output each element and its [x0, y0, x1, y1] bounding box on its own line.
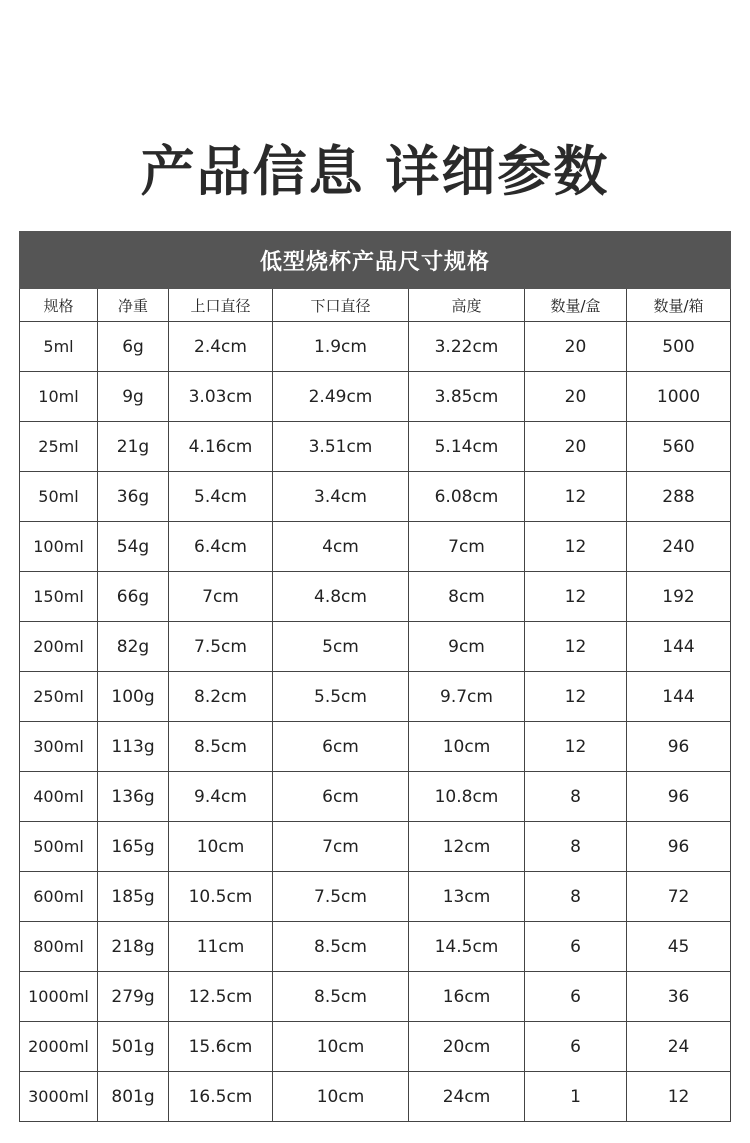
table-cell: 12.5cm — [169, 972, 273, 1022]
column-header: 上口直径 — [169, 289, 273, 322]
table-cell: 400ml — [20, 772, 98, 822]
table-cell: 7.5cm — [273, 872, 409, 922]
table-cell: 4.8cm — [273, 572, 409, 622]
table-row — [20, 422, 731, 472]
table-cell: 500 — [627, 322, 731, 372]
table-cell: 9g — [98, 372, 169, 422]
table-cell: 6.08cm — [409, 472, 525, 522]
table-cell: 1 — [525, 1072, 627, 1122]
table-cell: 5cm — [273, 622, 409, 672]
table-cell: 4cm — [273, 522, 409, 572]
table-cell: 800ml — [20, 922, 98, 972]
table-row — [20, 822, 731, 872]
table-cell: 20 — [525, 372, 627, 422]
column-header: 高度 — [409, 289, 525, 322]
table-cell: 3.22cm — [409, 322, 525, 372]
table-row — [20, 1072, 731, 1122]
table-cell: 6 — [525, 922, 627, 972]
table-cell: 25ml — [20, 422, 98, 472]
table-cell: 185g — [98, 872, 169, 922]
table-cell: 9.7cm — [409, 672, 525, 722]
table-cell: 200ml — [20, 622, 98, 672]
table-row — [20, 772, 731, 822]
table-cell: 1000 — [627, 372, 731, 422]
column-header: 下口直径 — [273, 289, 409, 322]
table-cell: 6cm — [273, 722, 409, 772]
table-cell: 218g — [98, 922, 169, 972]
table-cell: 8.2cm — [169, 672, 273, 722]
table-cell: 10cm — [273, 1072, 409, 1122]
table-cell: 6cm — [273, 772, 409, 822]
table-row — [20, 522, 731, 572]
table-cell: 144 — [627, 622, 731, 672]
table-cell: 801g — [98, 1072, 169, 1122]
table-cell: 14.5cm — [409, 922, 525, 972]
table-cell: 12 — [525, 622, 627, 672]
table-cell: 10ml — [20, 372, 98, 422]
table-title: 低型烧杯产品尺寸规格 — [20, 232, 731, 289]
table-cell: 100g — [98, 672, 169, 722]
table-cell: 7.5cm — [169, 622, 273, 672]
table-cell: 10.8cm — [409, 772, 525, 822]
table-cell: 12 — [525, 522, 627, 572]
table-cell: 3.03cm — [169, 372, 273, 422]
table-row — [20, 872, 731, 922]
table-cell: 21g — [98, 422, 169, 472]
table-cell: 24 — [627, 1022, 731, 1072]
column-header: 数量/盒 — [525, 289, 627, 322]
table-cell: 36 — [627, 972, 731, 1022]
table-cell: 72 — [627, 872, 731, 922]
table-cell: 100ml — [20, 522, 98, 572]
table-row — [20, 922, 731, 972]
table-cell: 20 — [525, 322, 627, 372]
table-cell: 240 — [627, 522, 731, 572]
table-cell: 5.4cm — [169, 472, 273, 522]
table-cell: 600ml — [20, 872, 98, 922]
table-row — [20, 372, 731, 422]
table-cell: 20cm — [409, 1022, 525, 1072]
table-cell: 501g — [98, 1022, 169, 1072]
table-cell: 13cm — [409, 872, 525, 922]
table-cell: 150ml — [20, 572, 98, 622]
table-cell: 10cm — [169, 822, 273, 872]
table-cell: 5ml — [20, 322, 98, 372]
table-cell: 12 — [525, 722, 627, 772]
table-cell: 2.4cm — [169, 322, 273, 372]
table-cell: 144 — [627, 672, 731, 722]
table-cell: 113g — [98, 722, 169, 772]
table-cell: 12 — [525, 572, 627, 622]
table-cell: 3.51cm — [273, 422, 409, 472]
table-cell: 8cm — [409, 572, 525, 622]
table-row — [20, 622, 731, 672]
table-cell: 96 — [627, 822, 731, 872]
table-cell: 10cm — [409, 722, 525, 772]
table-cell: 50ml — [20, 472, 98, 522]
table-cell: 288 — [627, 472, 731, 522]
table-cell: 6.4cm — [169, 522, 273, 572]
spec-table — [19, 231, 731, 1122]
table-cell: 5.14cm — [409, 422, 525, 472]
table-row — [20, 472, 731, 522]
table-cell: 500ml — [20, 822, 98, 872]
table-cell: 15.6cm — [169, 1022, 273, 1072]
table-cell: 16cm — [409, 972, 525, 1022]
table-cell: 2.49cm — [273, 372, 409, 422]
table-cell: 24cm — [409, 1072, 525, 1122]
table-cell: 136g — [98, 772, 169, 822]
page-title: 产品信息 详细参数 — [140, 140, 610, 204]
table-cell: 36g — [98, 472, 169, 522]
table-cell: 12 — [525, 472, 627, 522]
table-cell: 10.5cm — [169, 872, 273, 922]
table-cell: 10cm — [273, 1022, 409, 1072]
table-cell: 8.5cm — [273, 972, 409, 1022]
table-row — [20, 322, 731, 372]
table-cell: 82g — [98, 622, 169, 672]
table-cell: 12cm — [409, 822, 525, 872]
table-cell: 1.9cm — [273, 322, 409, 372]
table-cell: 7cm — [169, 572, 273, 622]
table-row — [20, 572, 731, 622]
column-header: 数量/箱 — [627, 289, 731, 322]
table-cell: 45 — [627, 922, 731, 972]
table-cell: 5.5cm — [273, 672, 409, 722]
table-cell: 16.5cm — [169, 1072, 273, 1122]
table-cell: 3.85cm — [409, 372, 525, 422]
table-body — [20, 322, 731, 1122]
table-cell: 11cm — [169, 922, 273, 972]
table-cell: 165g — [98, 822, 169, 872]
table-cell: 192 — [627, 572, 731, 622]
table-cell: 279g — [98, 972, 169, 1022]
table-cell: 12 — [627, 1072, 731, 1122]
table-cell: 4.16cm — [169, 422, 273, 472]
table-cell: 8.5cm — [273, 922, 409, 972]
table-cell: 250ml — [20, 672, 98, 722]
table-cell: 7cm — [409, 522, 525, 572]
table-cell: 3.4cm — [273, 472, 409, 522]
table-cell: 1000ml — [20, 972, 98, 1022]
table-cell: 2000ml — [20, 1022, 98, 1072]
table-row — [20, 972, 731, 1022]
column-header-row — [20, 289, 731, 322]
table-cell: 6 — [525, 972, 627, 1022]
table-row — [20, 672, 731, 722]
table-cell: 8 — [525, 772, 627, 822]
table-cell: 66g — [98, 572, 169, 622]
table-row — [20, 722, 731, 772]
table-cell: 7cm — [273, 822, 409, 872]
table-cell: 6 — [525, 1022, 627, 1072]
table-cell: 8 — [525, 872, 627, 922]
table-cell: 54g — [98, 522, 169, 572]
table-cell: 12 — [525, 672, 627, 722]
table-cell: 3000ml — [20, 1072, 98, 1122]
table-cell: 9cm — [409, 622, 525, 672]
table-cell: 9.4cm — [169, 772, 273, 822]
table-cell: 560 — [627, 422, 731, 472]
table-cell: 8.5cm — [169, 722, 273, 772]
column-header: 规格 — [20, 289, 98, 322]
table-cell: 8 — [525, 822, 627, 872]
table-cell: 20 — [525, 422, 627, 472]
table-cell: 300ml — [20, 722, 98, 772]
table-cell: 96 — [627, 722, 731, 772]
table-row — [20, 1022, 731, 1072]
column-header: 净重 — [98, 289, 169, 322]
table-cell: 96 — [627, 772, 731, 822]
table-cell: 6g — [98, 322, 169, 372]
